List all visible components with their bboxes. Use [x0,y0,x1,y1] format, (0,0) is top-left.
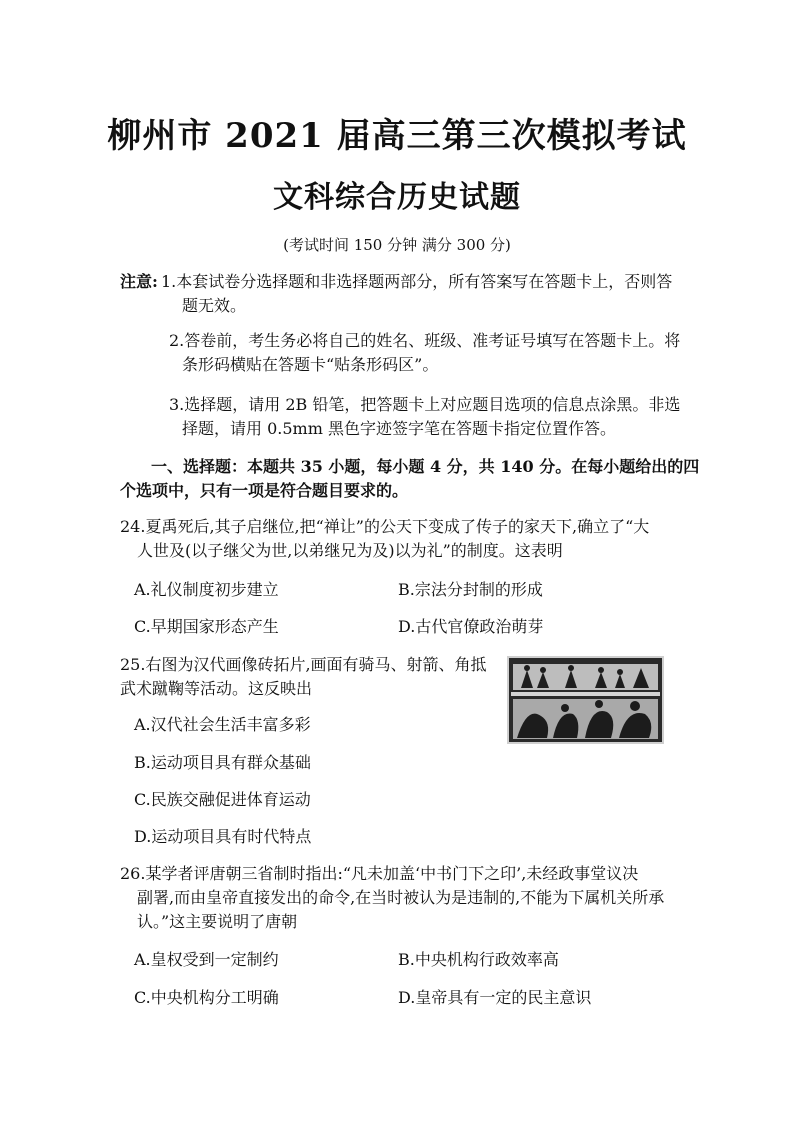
notice-item-2-line1: 2.答卷前，考生务必将自己的姓名、班级、准考证号填写在答题卡上。将 [169,331,681,350]
notice-item-3-line1: 3.选择题，请用 2B 铅笔，把答题卡上对应题目选项的信息点涂黑。非选 [169,395,681,414]
notice-item-3-line2: 择题，请用 0.5mm 黑色字迹签字笔在答题卡指定位置作答。 [182,419,616,438]
section-heading-line1: 一、选择题：本题共 35 小题，每小题 4 分，共 140 分。在每小题给出的四 [151,457,700,476]
question-stem-line: 副署,而由皇帝直接发出的命令,在当时被认为是违制的,不能为下属机关所承 [137,888,665,907]
option-c: C.中央机构分工明确 [134,988,279,1007]
option-b: B.中央机构行政效率高 [398,950,559,969]
exam-subject-title: 文科综合历史试题 [273,180,521,215]
han-brick-rubbing-image [507,656,664,744]
option-a: A.礼仪制度初步建立 [134,580,279,599]
section-heading-line2: 个选项中，只有一项是符合题目要求的。 [120,481,409,500]
option-c: C.早期国家形态产生 [134,617,279,636]
question-stem-line: 26.某学者评唐朝三省制时指出:“凡未加盖‘中书门下之印’,未经政事堂议决 [120,864,639,883]
question-stem-line: 人世及(以子继父为世,以弟继兄为及)以为礼”的制度。这表明 [137,541,563,560]
option-b: B.宗法分封制的形成 [398,580,543,599]
option-a: A.汉代社会生活丰富多彩 [134,715,311,734]
option-d: D.古代官僚政治萌芽 [398,617,544,636]
option-d: D.皇帝具有一定的民主意识 [398,988,592,1007]
option-d: D.运动项目具有时代特点 [134,827,312,846]
notice-label: 注意: [120,272,158,291]
notice-item-2-line2: 条形码横贴在答题卡“贴条形码区”。 [182,355,439,374]
exam-title: 柳州市 2021 届高三第三次模拟考试 [107,116,687,156]
question-stem-line: 25.右图为汉代画像砖拓片,画面有骑马、射箭、角抵 [120,655,487,674]
option-a: A.皇权受到一定制约 [134,950,279,969]
option-b: B.运动项目具有群众基础 [134,753,311,772]
question-stem-line: 认。”这主要说明了唐朝 [137,912,298,931]
notice-item-1-line2: 题无效。 [182,296,247,315]
question-stem-line: 24.夏禹死后,其子启继位,把“禅让”的公天下变成了传子的家天下,确立了“大 [120,517,650,536]
question-stem-line: 武术蹴鞠等活动。这反映出 [120,679,313,698]
option-c: C.民族交融促进体育运动 [134,790,311,809]
exam-time-info: (考试时间 150 分钟 满分 300 分) [283,236,511,254]
notice-item-1-line1: 1.本套试卷分选择题和非选择题两部分，所有答案写在答题卡上，否则答 [161,272,673,291]
